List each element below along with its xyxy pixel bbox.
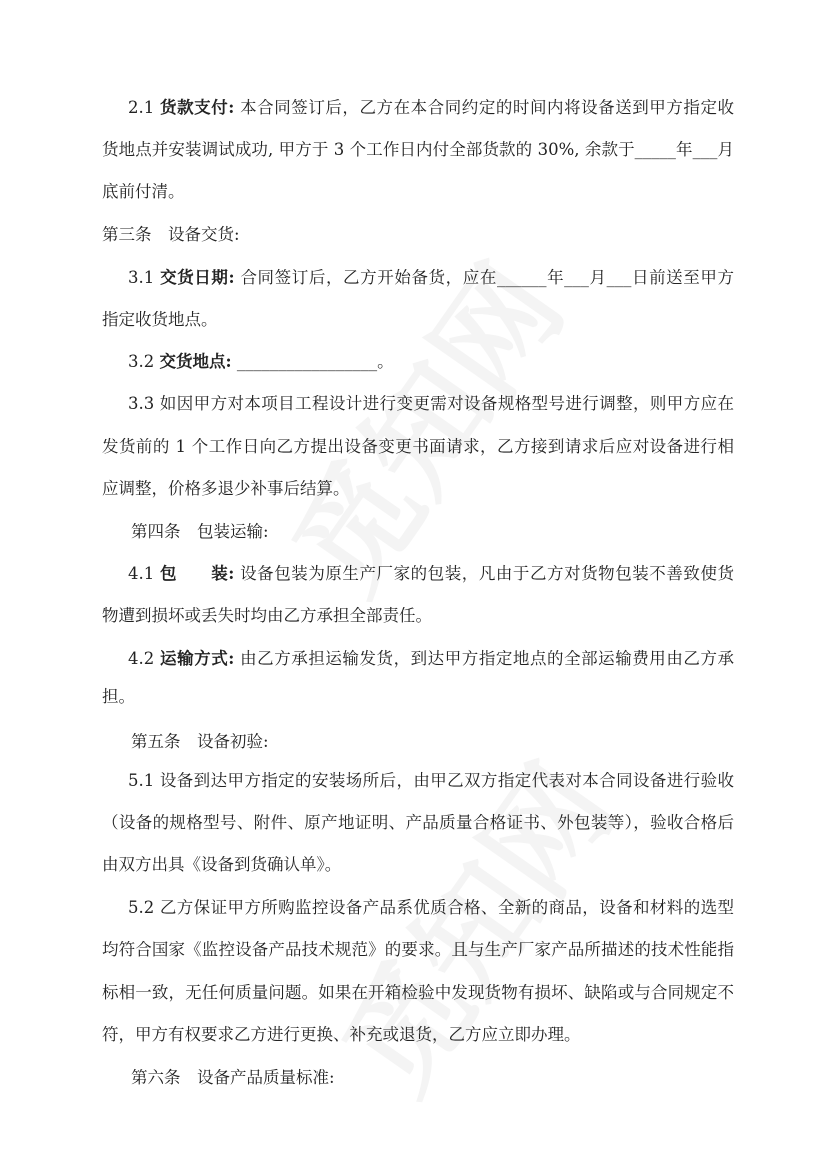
- text-line: [102, 224, 734, 246]
- clause-label: 交货日期:: [160, 268, 235, 287]
- text-line: [102, 982, 734, 1004]
- text-segment: 3.3 如因甲方对本项目工程设计进行变更需对设备规格型号进行调整，则甲方应在: [128, 394, 734, 413]
- text-line: [128, 97, 734, 119]
- text-segment: 货地点并安装调试成功, 甲方于 3 个工作日内付全部货款的 30%, 余款于_____年___月: [102, 140, 734, 159]
- text-line: [102, 854, 734, 876]
- text-segment: 由双方出具《设备到货确认单》。: [102, 855, 342, 874]
- text-segment: （设备的规格型号、附件、原产地证明、产品质量合格证书、外包装等），验收合格后: [102, 813, 734, 832]
- text-segment: 3.2: [128, 352, 160, 371]
- text-segment: 第五条 设备初验:: [131, 732, 269, 751]
- clause-label: 交货地点:: [159, 352, 232, 371]
- text-line: [128, 563, 734, 585]
- text-line: [102, 939, 734, 961]
- text-line: [102, 1024, 734, 1046]
- watermark: [269, 242, 590, 617]
- text-segment: 符，甲方有权要求乙方进行更换、补充或退货，乙方应立即办理。: [102, 1025, 581, 1044]
- text-segment: 本合同签订后，乙方在本合同约定的时间内将设备送到甲方指定收: [234, 98, 735, 117]
- text-line: [131, 521, 734, 543]
- text-segment: 3.1: [128, 268, 161, 287]
- clause-label: 货款支付:: [160, 98, 235, 117]
- text-line: [102, 181, 734, 203]
- text-segment: 5.2 乙方保证甲方所购监控设备产品系优质合格、全新的商品，设备和材料的选型: [128, 898, 734, 917]
- text-segment: 发货前的 1 个工作日向乙方提出设备变更书面请求，乙方接到请求后应对设备进行相: [102, 437, 734, 456]
- text-segment: 第四条 包装运输:: [131, 522, 269, 541]
- watermark-bottom: [319, 742, 640, 1117]
- text-segment: 合同签订后，乙方开始备货，应在______年___月___日前送至甲方: [234, 268, 734, 287]
- text-line: [102, 686, 734, 708]
- clause-label: 运输方式:: [160, 649, 235, 668]
- text-segment: 第三条 设备交货:: [102, 225, 240, 244]
- text-line: [102, 139, 734, 161]
- text-segment: 物遭到损坏或丢失时均由乙方承担全部责任。: [102, 606, 432, 625]
- text-line: [102, 436, 734, 458]
- text-line: [131, 1067, 734, 1089]
- text-line: [128, 897, 734, 919]
- text-segment: 4.2: [128, 649, 161, 668]
- text-line: [102, 478, 734, 500]
- text-line: [128, 393, 734, 415]
- text-segment: 指定收货地点。: [102, 310, 218, 329]
- text-line: [128, 351, 734, 373]
- text-line: [102, 812, 734, 834]
- text-line: [102, 309, 734, 331]
- text-line: [128, 267, 734, 289]
- text-segment: 应调整，价格多退少补事后结算。: [102, 479, 350, 498]
- text-segment: 设备包装为原生产厂家的包装，凡由于乙方对货物包装不善致使货: [234, 564, 735, 583]
- text-segment: 底前付清。: [102, 182, 185, 201]
- text-segment: 标相一致，无任何质量问题。如果在开箱检验中发现货物有损坏、缺陷或与合同规定不: [102, 983, 734, 1002]
- text-segment: 担。: [102, 687, 135, 706]
- text-line: [128, 770, 734, 792]
- text-segment: 2.1: [128, 98, 161, 117]
- text-line: [131, 731, 734, 753]
- text-line: [128, 648, 734, 670]
- text-segment: _________________。: [231, 352, 394, 371]
- text-segment: 均符合国家《监控设备产品技术规范》的要求。且与生产厂家产品所描述的技术性能指: [102, 940, 734, 959]
- text-segment: 由乙方承担运输发货，到达甲方指定地点的全部运输费用由乙方承: [234, 649, 735, 668]
- text-segment: 5.1 设备到达甲方指定的安装场所后，由甲乙双方指定代表对本合同设备进行验收: [128, 771, 734, 790]
- clause-label: 包 装:: [160, 564, 235, 583]
- text-segment: 4.1: [128, 564, 161, 583]
- text-line: [102, 605, 734, 627]
- text-segment: 第六条 设备产品质量标准:: [131, 1068, 335, 1087]
